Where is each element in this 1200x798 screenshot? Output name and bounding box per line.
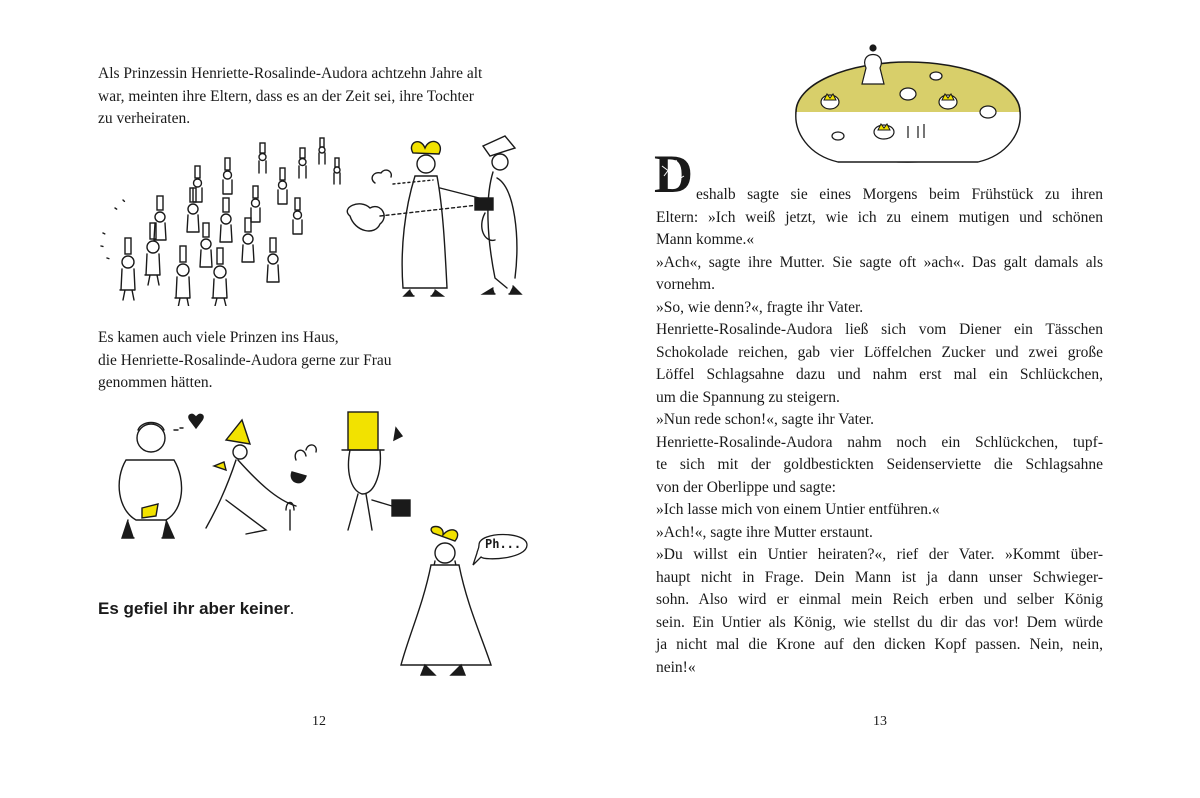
- text-line: sein. Ein Untier als König, wie stellst du dir das vor! Dem würde: [656, 613, 1103, 631]
- text-line: um die Spannung zu steigern.: [656, 388, 840, 406]
- text-line: Henriette-Rosalinde-Audora nahm noch ein Schlückchen, tupf-: [656, 433, 1103, 451]
- illustration-three-suitors: [66, 410, 426, 550]
- herald-figure: [475, 136, 521, 294]
- text-line: te sich mit der goldbestickten Seidenserviette die Schlagsahne: [656, 456, 1103, 473]
- text-line: ja nicht mal die Krone auf den dicken Kopf passen. Nein, nein,: [656, 636, 1103, 653]
- illustration-suitors-crowd: [95, 128, 545, 306]
- text-line: genommen hätten.: [98, 374, 213, 391]
- page-number-left: 12: [312, 714, 326, 729]
- text-line: »So, wie denn?«, fragte ihr Vater.: [656, 298, 864, 316]
- page-number-right: 13: [873, 714, 887, 729]
- text-line: »Ich lasse mich von einem Untier entführen.«: [656, 501, 940, 518]
- text-line: vornehm.: [656, 276, 715, 293]
- paragraph-none-pleased: [98, 598, 294, 621]
- right-page: [600, 0, 1200, 798]
- text-line: »Nun rede schon!«, sagte ihr Vater.: [656, 411, 874, 428]
- text-line: haupt nicht in Frage. Dein Mann ist ja dann unser Schwieger-: [656, 568, 1103, 586]
- story-text: [656, 184, 1103, 679]
- bold-sentence: Es gefiel ihr aber keiner: [98, 599, 290, 618]
- paragraph-intro: [98, 63, 482, 131]
- text-line: war, meinten ihre Eltern, dass es an der Zeit sei, ihre Tochter: [98, 87, 474, 105]
- text-line: Eltern: »Ich weiß jetzt, wie ich zu einem mutigen und schönen: [656, 208, 1103, 226]
- text-line: sohn. Also wird er einmal mein Reich erben und selber König: [656, 591, 1103, 608]
- princess-figure: [347, 141, 487, 296]
- text-line: Schokolade reichen, gab vier Löffelchen Zucker und zwei große: [656, 343, 1103, 361]
- text-line: »Ach!«, sagte ihre Mutter erstaunt.: [656, 523, 873, 541]
- text-line: Löffel Schlagsahne dazu und nahm erst mal ein Schlückchen,: [656, 366, 1103, 383]
- text-line: »Du willst ein Untier heiraten?«, rief der Vater. »Kommt über-: [656, 546, 1103, 563]
- suitor-tall-hat: [342, 412, 410, 530]
- text-line: Es kamen auch viele Prinzen ins Haus,: [98, 329, 339, 346]
- suitor-fat: [119, 414, 203, 538]
- text-line: die Henriette-Rosalinde-Audora gerne zur Frau: [98, 351, 392, 369]
- text-line: »Ach«, sagte ihre Mutter. Sie sagte oft »ach«. Das galt damals als: [656, 253, 1103, 271]
- paragraph-princes: [98, 327, 392, 395]
- text-line: von der Oberlippe und sagte:: [656, 478, 836, 496]
- suitor-kneeling: [206, 420, 316, 534]
- speech-bubble-text: Ph...: [485, 537, 522, 551]
- text-line: Henriette-Rosalinde-Audora ließ sich vom Diener ein Tässchen: [656, 321, 1103, 338]
- drop-cap-letter: D: [654, 146, 693, 198]
- text-line: zu verheiraten.: [98, 110, 191, 127]
- illustration-breakfast-table: [788, 40, 1028, 170]
- text-line: Als Prinzessin Henriette-Rosalinde-Audora achtzehn Jahre alt: [98, 65, 483, 82]
- text-line: nein!«: [656, 658, 696, 676]
- sentence-period: .: [289, 599, 295, 618]
- text-line: eshalb sagte sie eines Morgens beim Frühstück zu ihren: [696, 186, 1103, 203]
- crowd-figures: [120, 138, 340, 306]
- text-line: Mann komme.«: [656, 231, 755, 248]
